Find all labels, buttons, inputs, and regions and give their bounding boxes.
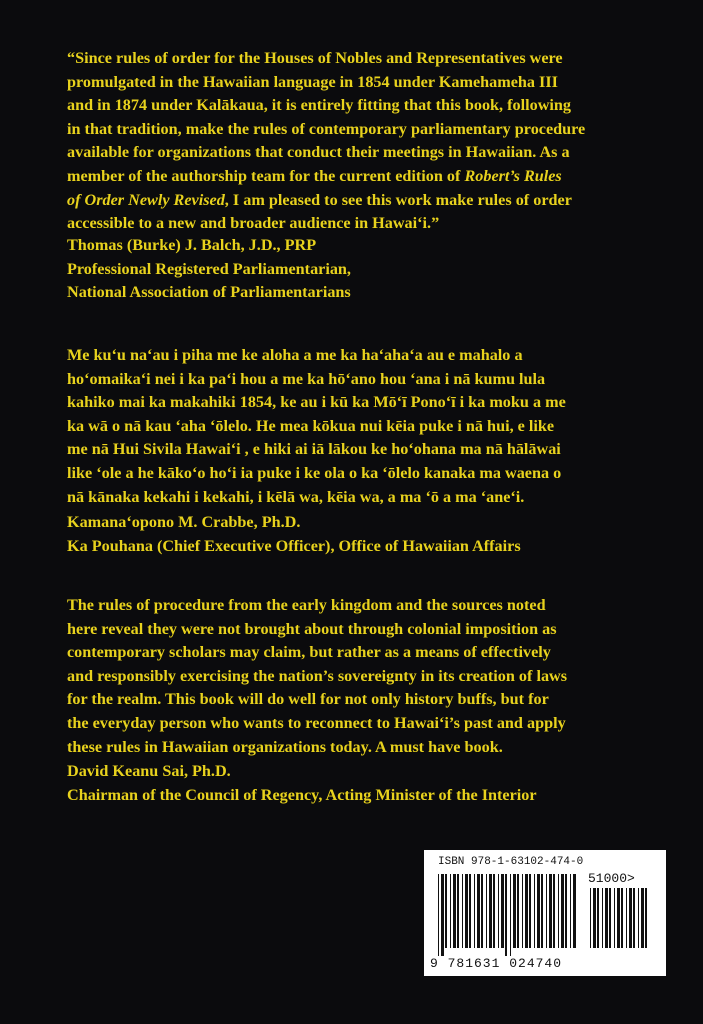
attribution-name: Thomas (Burke) J. Balch, J.D., PRP (67, 236, 317, 254)
barcode-bar (489, 874, 492, 948)
quote-line: “Since rules of order for the Houses of Nobles and Representatives were (67, 49, 563, 67)
barcode-bar (553, 874, 555, 948)
quote-line: accessible to a new and broader audience in Hawaiʻi.” (67, 214, 440, 233)
barcode-bar (457, 874, 459, 948)
barcode-bar (534, 874, 535, 948)
quote-line: here reveal they were not brought about through colonial imposition as (67, 619, 557, 638)
book-title-italic: Robert’s Rules (464, 166, 562, 185)
barcode-bar (517, 874, 519, 948)
quote-line: the everyday person who wants to reconnect to Hawaiʻi’s past and apply (67, 713, 566, 732)
barcode-bar (590, 888, 591, 948)
barcode-bar (645, 888, 647, 948)
ean-barcode-bars (438, 874, 578, 956)
quote-line: kahiko mai ka makahiki 1854, ke au i kū ka Mōʻī Ponoʻī i ka moku a me (67, 393, 566, 412)
barcode-bar (501, 874, 504, 948)
attribution-name: Kamanaʻopono M. Crabbe, Ph.D. (67, 513, 301, 531)
barcode-bar (441, 874, 444, 956)
attribution-sai (67, 760, 677, 807)
barcode-bar (498, 874, 499, 948)
barcode-bar (558, 874, 559, 948)
price-addon-bars (590, 888, 652, 956)
barcode-bar (505, 874, 507, 956)
attribution-name: David Keanu Sai, Ph.D. (67, 762, 231, 780)
barcode-bar (570, 874, 571, 948)
quote-line: and responsibly exercising the nation’s sovereignty in its creation of laws (67, 666, 568, 685)
attribution-title: Professional Registered Parliamentarian, (67, 259, 351, 278)
barcode-bar (477, 874, 480, 948)
quote-line: for the realm. This book will do well for not only history buffs, but for (67, 690, 549, 709)
barcode-bar (445, 874, 447, 948)
barcode-bar (537, 874, 540, 948)
barcode-bar (605, 888, 608, 948)
quote-line: these rules in Hawaiian organizations today. A must have book. (67, 737, 503, 756)
barcode-bar (629, 888, 632, 948)
barcode-bar (593, 888, 596, 948)
ean-digits: 9 781631 024740 (430, 956, 563, 971)
quote-line: available for organizations that conduct their meetings in Hawaiian. As a (67, 143, 570, 162)
barcode-bar (465, 874, 468, 948)
quote-text: , I am pleased to see this work make rules of order (224, 190, 572, 209)
quote-line: and in 1874 under Kalākaua, it is entirely fitting that this book, following (67, 96, 571, 115)
attribution-crabbe (67, 511, 677, 558)
barcode-bar (510, 874, 511, 956)
endorsement-quote-balch (67, 47, 667, 236)
barcode-bar (513, 874, 516, 948)
quote-line: nā kānaka kekahi i kekahi, i kēlā wa, kēia wa, a ma ʻō a ma ʻaneʻi. (67, 487, 525, 506)
quote-line: contemporary scholars may claim, but rather as a means of effectively (67, 643, 551, 662)
barcode-bar (561, 874, 564, 948)
attribution-title: National Association of Parliamentarians (67, 283, 351, 302)
barcode-bar (486, 874, 487, 948)
barcode-bar (549, 874, 552, 948)
quote-line (67, 189, 667, 213)
quote-line: ka wā o nā kau ʻaha ʻōlelo. He mea kōkua nui kēia puke i nā hui, e like (67, 416, 555, 435)
book-title-italic: of Order Newly Revised (67, 190, 225, 209)
barcode-bar (438, 874, 439, 956)
attribution-title: Chairman of the Council of Regency, Acting Minister of the Interior (67, 785, 537, 804)
barcode-bar (481, 874, 483, 948)
barcode-bar (546, 874, 547, 948)
barcode-bar (522, 874, 523, 948)
barcode-bar (641, 888, 644, 948)
isbn-barcode (424, 850, 666, 976)
quote-line (67, 165, 667, 189)
quote-line: The rules of procedure from the early kingdom and the sources noted (67, 596, 546, 614)
price-code: 51000> (588, 871, 635, 886)
quote-line: hoʻomaikaʻi nei i ka paʻi hou a me ka hōʻano hou ʻana i nā kumu lula (67, 369, 546, 388)
attribution-balch (67, 234, 677, 305)
barcode-bar (638, 888, 639, 948)
barcode-bar (614, 888, 615, 948)
quote-line: Me kuʻu naʻau i piha me ke aloha a me ka haʻahaʻa au e mahalo a (67, 346, 523, 364)
quote-line: promulgated in the Hawaiian language in 1854 under Kamehameha III (67, 72, 558, 91)
quote-line: like ʻole a he kākoʻo hoʻi ia puke i ke ola o ka ʻōlelo kanaka ma waena o (67, 463, 562, 482)
barcode-bar (621, 888, 623, 948)
barcode-bar (462, 874, 463, 948)
barcode-bar (609, 888, 611, 948)
barcode-bar (573, 874, 576, 948)
barcode-bar (493, 874, 495, 948)
endorsement-quote-sai (67, 594, 667, 759)
barcode-bar (633, 888, 635, 948)
endorsement-quote-crabbe (67, 344, 667, 509)
quote-text: member of the authorship team for the current edition of (67, 166, 465, 185)
barcode-bar (469, 874, 471, 948)
attribution-title: Ka Pouhana (Chief Executive Officer), Office of Hawaiian Affairs (67, 536, 521, 555)
barcode-bar (450, 874, 451, 948)
quote-line: me nā Hui Sivila Hawaiʻi , e hiki ai iā lākou ke hoʻohana ma nā hālāwai (67, 440, 561, 459)
barcode-bar (474, 874, 475, 948)
barcode-bar (597, 888, 599, 948)
barcode-bar (541, 874, 543, 948)
barcode-bar (626, 888, 627, 948)
isbn-label: ISBN 978-1-63102-474-0 (438, 856, 584, 868)
barcode-bar (565, 874, 567, 948)
barcode-bar (617, 888, 620, 948)
quote-line: in that tradition, make the rules of contemporary parliamentary procedure (67, 119, 586, 138)
barcode-bar (602, 888, 603, 948)
barcode-bar (453, 874, 456, 948)
barcode-bar (529, 874, 531, 948)
barcode-bar (525, 874, 528, 948)
